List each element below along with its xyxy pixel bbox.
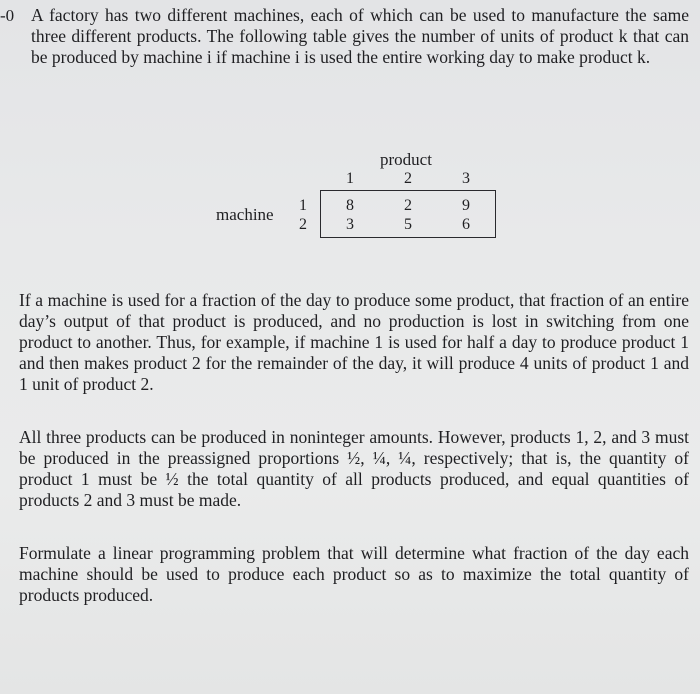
row-group-label: machine: [216, 205, 274, 224]
table-cell: 6: [462, 216, 470, 233]
problem-number: -0: [0, 6, 15, 25]
row-header: 2: [299, 216, 307, 233]
table-cell: 9: [462, 197, 470, 214]
table-cell: 5: [404, 216, 412, 233]
column-header: 3: [462, 170, 470, 187]
intro-paragraph: A factory has two different machines, each of which can be used to manufacture the same three different products. The following table gives the number of units of product k that can be produced by machine i if machine i is used the entire working day to make product k.: [31, 5, 689, 67]
proportions-paragraph: All three products can be produced in noninteger amounts. However, products 1, 2, and 3 must be produced in the preassigned proportions ½, ¼, ¼, respectively; that is, the quantity of product 1 must be ½ the total quantity of all products produced, and equal quantities of products 2 and 3 must be made.: [19, 427, 689, 510]
column-group-label: product: [380, 150, 432, 169]
production-table: [200, 148, 520, 248]
table-cell: 3: [346, 216, 354, 233]
task-paragraph: Formulate a linear programming problem that will determine what fraction of the day each machine should be used to produce each product so as to maximize the total quantity of products produced.: [19, 543, 689, 605]
table-cell: 8: [346, 197, 354, 214]
table-cell: 2: [404, 197, 412, 214]
column-header: 2: [404, 170, 412, 187]
fraction-paragraph: If a machine is used for a fraction of the day to produce some product, that fraction of an entire day’s output of that product is produced, and no production is lost in switching from one product to another. Thus, for example, if machine 1 is used for half a day to produce product 1 and then makes product 2 for the remainder of the day, it will produce 4 units of product 1 and 1 unit of product 2.: [19, 290, 689, 394]
row-header: 1: [299, 197, 307, 214]
column-header: 1: [346, 170, 354, 187]
